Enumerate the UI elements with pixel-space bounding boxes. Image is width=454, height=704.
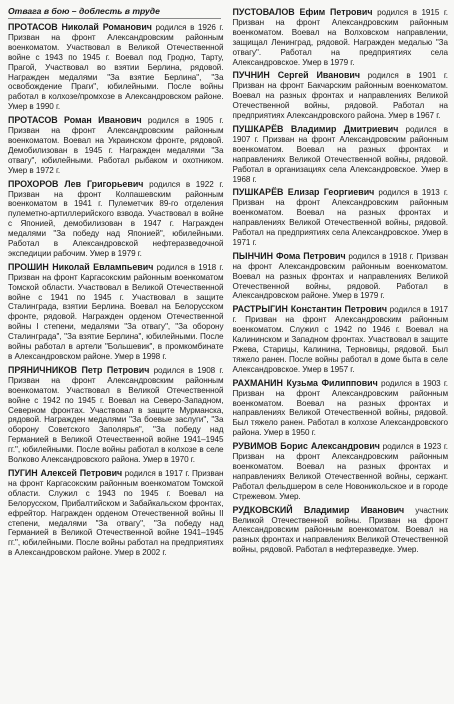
bio-entry	[233, 379, 449, 438]
entry-text: родился в 1915 г. Призван на фронт Александровским районным военкоматом. Воевал на Волховском направлении, защищал Ленинград, рядовой. Награжден медалью "За отвагу". Работал на предприятиях села Александровское. Умер в 1979 г.	[232, 8, 449, 67]
entry-name: ПРОШИН Николай Евлампьевич	[8, 261, 154, 272]
bio-entry	[233, 188, 449, 247]
entry-text: родился в 1917 г. Призван на фронт Александровским районным военкоматом. Служил с 1942 по 1946 г. Воевал на Калининском и Западном фронтах. Участвовал в защите Ржева, Старицы, Калинина, Терновицы, рядовой. Был тяжело ранен. После войны работал в доме быта в селе Александровское. Умер в 1957 г.	[232, 305, 448, 374]
entry-name: ПРОТАСОВ Николай Романович	[8, 22, 152, 32]
entry-text: родился в 1913 г. Призван на фронт Александровским районным военкоматом. Воевал на разных фронтах и направлениях Великой Отечественной войны, рядовой. Работал на предприятиях села Александровское. Умер в 1971 г.	[232, 188, 448, 247]
entry-text: участник Великой Отечественной войны. Призван на фронт Александровским районным военкоматом. Воевал на разных фронтах и направлениях Великой Отечественной войны, рядовой. Работал в нефтеразведке. Умер.	[232, 505, 448, 555]
entry-text: родился в 1907 г. Призван на фронт Александровским районным военкоматом. Воевал на разных фронтах и направлениях Великой Отечественной войны, рядовой. Работал в организациях села Александровское. Умер в 1968 г.	[232, 124, 448, 184]
entry-name: ПРЯНИЧНИКОВ Петр Петрович	[8, 364, 150, 375]
bio-entry	[233, 442, 449, 501]
entry-text: родился в 1901 г. Призван на фронт Бакчарским районным военкоматом. Воевал на разных фронтах и направлениях Великой Отечественной войны, рядовой. Работал на предприятиях Александровского района. Умер в 1967 г.	[232, 71, 448, 121]
bio-entry	[8, 116, 224, 175]
bio-entry	[233, 252, 449, 302]
entry-name: ПУШКАРЁВ Владимир Дмитриевич	[232, 123, 399, 134]
running-header: Отвага в бою – доблесть в труде	[8, 4, 221, 19]
entry-name: ПЫНЧИН Фома Петрович	[232, 250, 346, 261]
bio-entry	[233, 125, 449, 184]
entry-text: родился в 1918 г. Призван на фронт Александровским районным военкоматом. Воевал на разных фронтах и направлениях Великой Отечественной войны, рядовой. Работал в Александровском районе. Умер в 1979 г.	[232, 251, 448, 301]
bio-entry	[233, 8, 449, 67]
bio-entry	[8, 469, 224, 558]
left-column	[8, 23, 224, 562]
entry-text: родился в 1908 г. Призван на фронт Александровским районным военкоматом. Участвовал в Великой Отечественной войне с 1942 по 1945 г. Воевал на Северо-Западном, Северном фронтах. Участвовал в защите Мурманска, рядовой. Награжден медалями "За боевые заслуги", "За оборону Советского Заполярья", "За победу над Германией в Великой Отечественной войне 1941–1945 гг.", юбилейными. После войны работал в колхозе в селе Волково Александровского района. Умер в 1970 г.	[8, 365, 224, 465]
entry-text: родился в 1923 г. Призван на фронт Александровским районным военкоматом. Воевал на разных фронтах и направлениях Великой Отечественной войны, сержант. Работал фельдшером в селе Новоникольское и в городе Стрежевом. Умер.	[232, 442, 449, 501]
bio-entry	[8, 366, 224, 465]
entry-text: родился в 1917 г. Призван на фронт Каргасокским районным военкоматом Томской области. Служил с 1943 по 1945 г. Воевал на Белорусском, Прибалтийском и Забайкальском фронтах, ефрейтор. Награжден орденом Отечественной войны II степени, медалями "За отвагу", "За победу над Германией в Великой Отечественной войне 1941–1945 гг.", юбилейными. После войны работал на предприятиях в Александровском районе. Умер в 2002 г.	[8, 468, 224, 558]
entry-name: РУВИМОВ Борис Александрович	[232, 441, 380, 452]
bio-entry	[233, 305, 449, 374]
entry-text: родился в 1922 г. Призван на фронт Колпашевским районным военкоматом в 1941 г. Пулеметчик 89-го отделения пулеметно-артиллерийского взвода. Участвовал в войне с Японией, демобилизован в 1947 г. Награжден медалями "За победу над Японией", юбилейными. Работал в Александровской нефтеразведочной экспедиции рабочим. Умер в 1979 г.	[8, 179, 224, 258]
entry-name: ПУСТОВАЛОВ Ефим Петрович	[232, 7, 373, 17]
bio-entry	[233, 506, 449, 556]
entry-name: ПРОХОРОВ Лев Григорьевич	[8, 178, 144, 189]
entry-name: РУДКОВСКИЙ Владимир Иванович	[232, 504, 405, 515]
entry-name: ПРОТАСОВ Роман Иванович	[8, 115, 142, 126]
entry-text: родился в 1926 г. Призван на фронт Александровским районным военкоматом. Участвовал в Великой Отечественной войне с 1943 по 1945 г. Воевал под Гродно, Тарту, Прагой, Участвовал во взятии Берлина, рядовой. Награжден медалями "За взятие Берлина", "За освобождение Праги", юбилейными. После войны работал в колхозе/промхозе в Александровском районе. Умер в 1990 г.	[8, 23, 224, 112]
entry-name: РАСТРЫГИН Константин Петрович	[232, 304, 388, 315]
bio-entry	[233, 71, 449, 121]
bio-entry	[8, 263, 224, 362]
entry-text: родился в 1903 г. Призван на фронт Александровским районным военкоматом. Воевал на разных фронтах и направлениях Великой Отечественной войны, рядовой. Был тяжело ранен. Работал в колхозе Александровского района. Умер в 1950 г.	[232, 378, 448, 438]
right-column	[233, 8, 449, 562]
entry-text: родился в 1918 г. Призван на фронт Каргасокским районным военкоматом Томской области. Участвовал в Великой Отечественной войне с 1941 по 1945 г. Участвовал в защите Сталинграда, взятии Берлина. Воевал на Белорусском фронте, рядовой. Награжден орденом Отечественной войны I степени, медалями "За отвагу", "За оборону Сталинграда", "За взятие Берлина", юбилейными. После войны работал в артели "Большевик", в промкомбинате в Александровском районе. Умер в 1998 г.	[8, 262, 224, 361]
bio-entry	[8, 23, 224, 112]
entry-name: ПУШКАРЁВ Елизар Георгиевич	[232, 187, 375, 198]
entry-name: РАХМАНИН Кузьма Филиппович	[232, 377, 378, 388]
entry-text: родился в 1905 г. Призван на фронт Александровским районным военкоматом. Воевал на Украинском фронте, рядовой. Демобилизован в 1945 г. Награжден медалями "За отвагу", юбилейными. Работал рыбаком и охотником. Умер в 1972 г.	[8, 116, 224, 175]
entry-name: ПУЧНИН Сергей Иванович	[232, 70, 361, 81]
entry-name: ПУГИН Алексей Петрович	[8, 467, 123, 478]
bio-entry	[8, 180, 224, 259]
